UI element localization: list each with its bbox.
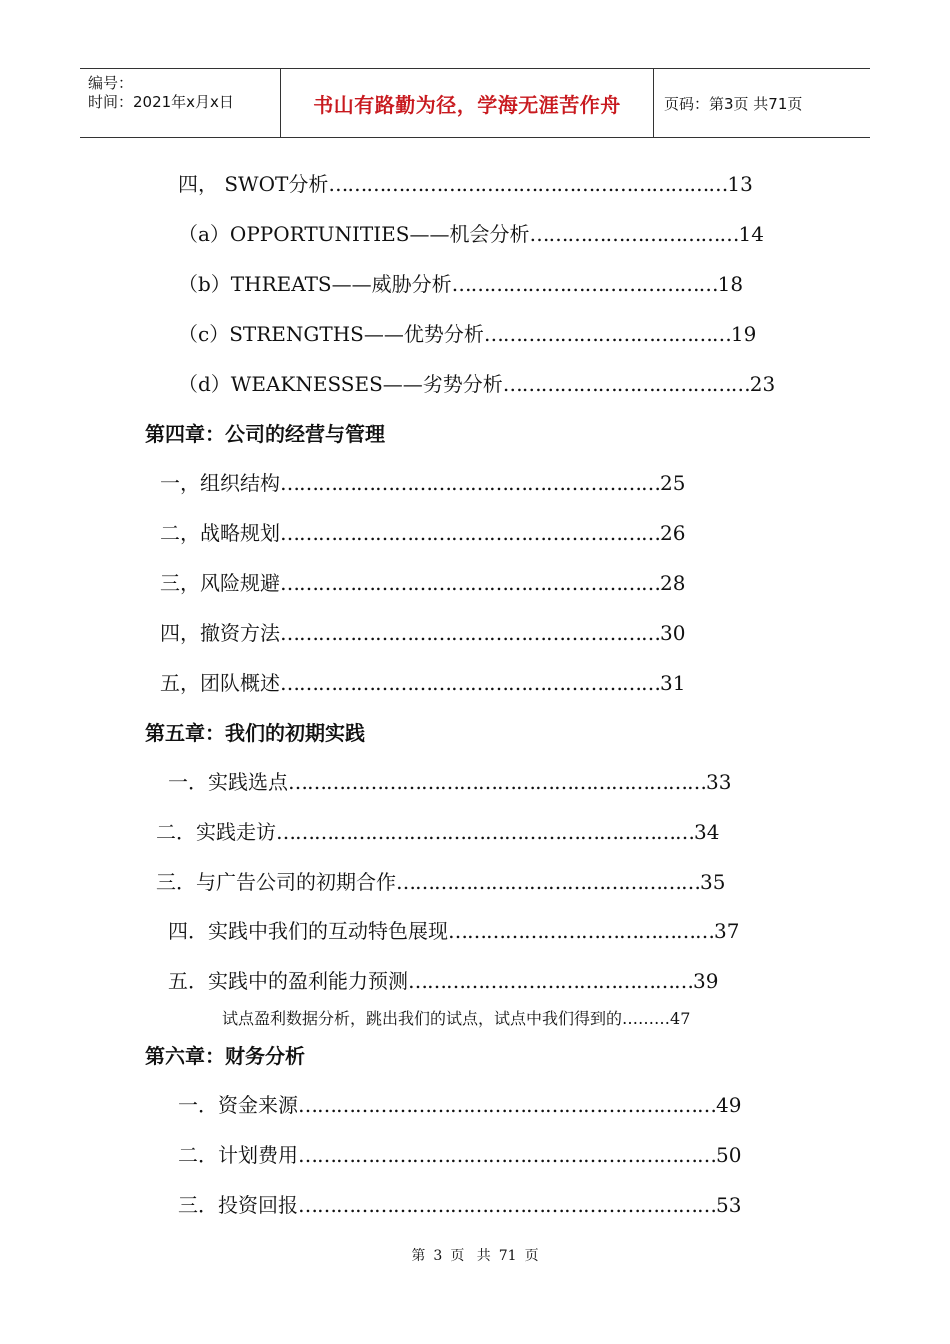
toc-leader: …………………………………… [448, 919, 714, 943]
toc-page: 31 [660, 671, 686, 695]
footer-page-label: 第 [411, 1248, 426, 1264]
toc-page: 19 [730, 322, 757, 346]
toc-title: 三．投资回报 [178, 1193, 298, 1217]
toc-entry-5-4[interactable] [168, 917, 739, 945]
toc-page: 35 [700, 870, 726, 894]
toc-title: 二．计划费用 [178, 1143, 298, 1167]
toc-title: 试点盈利数据分析，跳出我们的试点，试点中我们得到的 [222, 1009, 623, 1028]
toc-page: 18 [717, 272, 744, 296]
header-motto [281, 69, 654, 137]
toc-leader: ………………………………………… [396, 870, 700, 894]
toc-leader: …………………………………… [451, 272, 718, 296]
toc-title: 二，战略规划 [160, 521, 280, 545]
toc-leader: …………………………………………………… [280, 671, 660, 695]
toc-title: 五，团队概述 [160, 671, 280, 695]
footer-page-unit: 页 [450, 1248, 465, 1264]
page-footer [0, 1245, 950, 1265]
toc-title: （a）OPPORTUNITIES——机会分析 [178, 222, 530, 246]
toc-leader: ………………………………………………………… [298, 1193, 716, 1217]
toc-page: 50 [716, 1143, 742, 1167]
header-meta [80, 69, 281, 137]
toc-page: 39 [693, 969, 719, 993]
toc-entry-5-6[interactable] [222, 1007, 690, 1031]
toc-leader: ……… [622, 1009, 671, 1028]
toc-entry-6-3[interactable] [178, 1191, 741, 1219]
toc-title: （b）THREATS——威胁分析 [178, 272, 452, 296]
toc-title: （c）STRENGTHS——优势分析 [178, 322, 484, 346]
toc-title: 二．实践走访 [156, 820, 276, 844]
toc-page: 49 [716, 1093, 742, 1117]
toc-title: 一，组织结构 [160, 471, 280, 495]
toc-entry-threats[interactable] [178, 270, 743, 298]
toc-page: 47 [670, 1009, 691, 1028]
footer-total-number: 71 [498, 1248, 517, 1264]
toc-entry-5-1[interactable] [168, 768, 731, 796]
toc-entry-weaknesses[interactable] [178, 370, 775, 398]
toc-leader: …………………………… [529, 222, 739, 246]
toc-leader: …………………………………………………… [280, 621, 660, 645]
toc-page: 23 [749, 372, 776, 396]
toc-entry-5-3[interactable] [156, 868, 725, 896]
footer-total-label: 共 [476, 1248, 491, 1264]
toc-leader: ………………………………… [502, 372, 750, 396]
toc-entry-4-5[interactable] [160, 669, 685, 697]
toc-entry-swot[interactable] [178, 170, 753, 198]
motto-text: 书山有路勤为径，学海无涯苦作舟 [313, 92, 621, 117]
toc-page: 28 [660, 571, 686, 595]
toc-entry-4-1[interactable] [160, 469, 685, 497]
toc-title: 三，风险规避 [160, 571, 280, 595]
toc-leader: ………………………………… [483, 322, 731, 346]
toc-leader: ………………………………………………………… [298, 1093, 716, 1117]
toc-entry-6-2[interactable] [178, 1141, 741, 1169]
toc-entry-6-1[interactable] [178, 1091, 741, 1119]
toc-page: 13 [727, 172, 753, 196]
toc-page: 25 [660, 471, 686, 495]
page-header [80, 68, 870, 138]
toc-entry-strengths[interactable] [178, 320, 756, 348]
footer-page-number: 3 [433, 1248, 443, 1264]
header-page-info: 页码：第3页 共71页 [664, 94, 803, 113]
toc-leader: ………………………………………………………… [288, 770, 706, 794]
toc-entry-4-2[interactable] [160, 519, 685, 547]
toc-title: 五．实践中的盈利能力预测 [168, 969, 408, 993]
number-label: 编号： [88, 74, 134, 92]
toc-page: 30 [660, 621, 686, 645]
toc-entry-4-3[interactable] [160, 569, 685, 597]
toc-title: 四， SWOT分析 [178, 172, 329, 196]
toc-page: 53 [716, 1193, 742, 1217]
toc-entry-opportunities[interactable] [178, 220, 764, 248]
toc-page: 26 [660, 521, 686, 545]
toc-leader: …………………………………………………… [280, 521, 660, 545]
toc-entry-5-5[interactable] [168, 967, 718, 995]
chapter-5-heading[interactable]: 第五章：我们的初期实践 [145, 721, 365, 745]
toc-page: 37 [714, 919, 740, 943]
toc-page: 33 [706, 770, 732, 794]
toc-title: 三．与广告公司的初期合作 [156, 870, 396, 894]
toc-title: 一．实践选点 [168, 770, 288, 794]
chapter-6-heading[interactable]: 第六章：财务分析 [145, 1044, 305, 1068]
footer-total-unit: 页 [524, 1248, 539, 1264]
toc-page: 34 [694, 820, 720, 844]
toc-title: （d）WEAKNESSES——劣势分析 [178, 372, 503, 396]
toc-page: 14 [738, 222, 764, 246]
toc-leader: …………………………………………………… [280, 471, 660, 495]
toc-title: 四，撤资方法 [160, 621, 280, 645]
toc-leader: ………………………………………………………… [276, 820, 694, 844]
toc-leader: ……………………………………… [408, 969, 693, 993]
toc-leader: ……………………………………………………… [328, 172, 728, 196]
toc-leader: ………………………………………………………… [298, 1143, 716, 1167]
toc-entry-5-2[interactable] [156, 818, 719, 846]
toc-title: 一．资金来源 [178, 1093, 298, 1117]
time-label: 时间：2021年x月x日 [88, 93, 234, 111]
toc-leader: …………………………………………………… [280, 571, 660, 595]
chapter-4-heading[interactable]: 第四章：公司的经营与管理 [145, 422, 385, 446]
toc-title: 四．实践中我们的互动特色展现 [168, 919, 448, 943]
toc-entry-4-4[interactable] [160, 619, 685, 647]
